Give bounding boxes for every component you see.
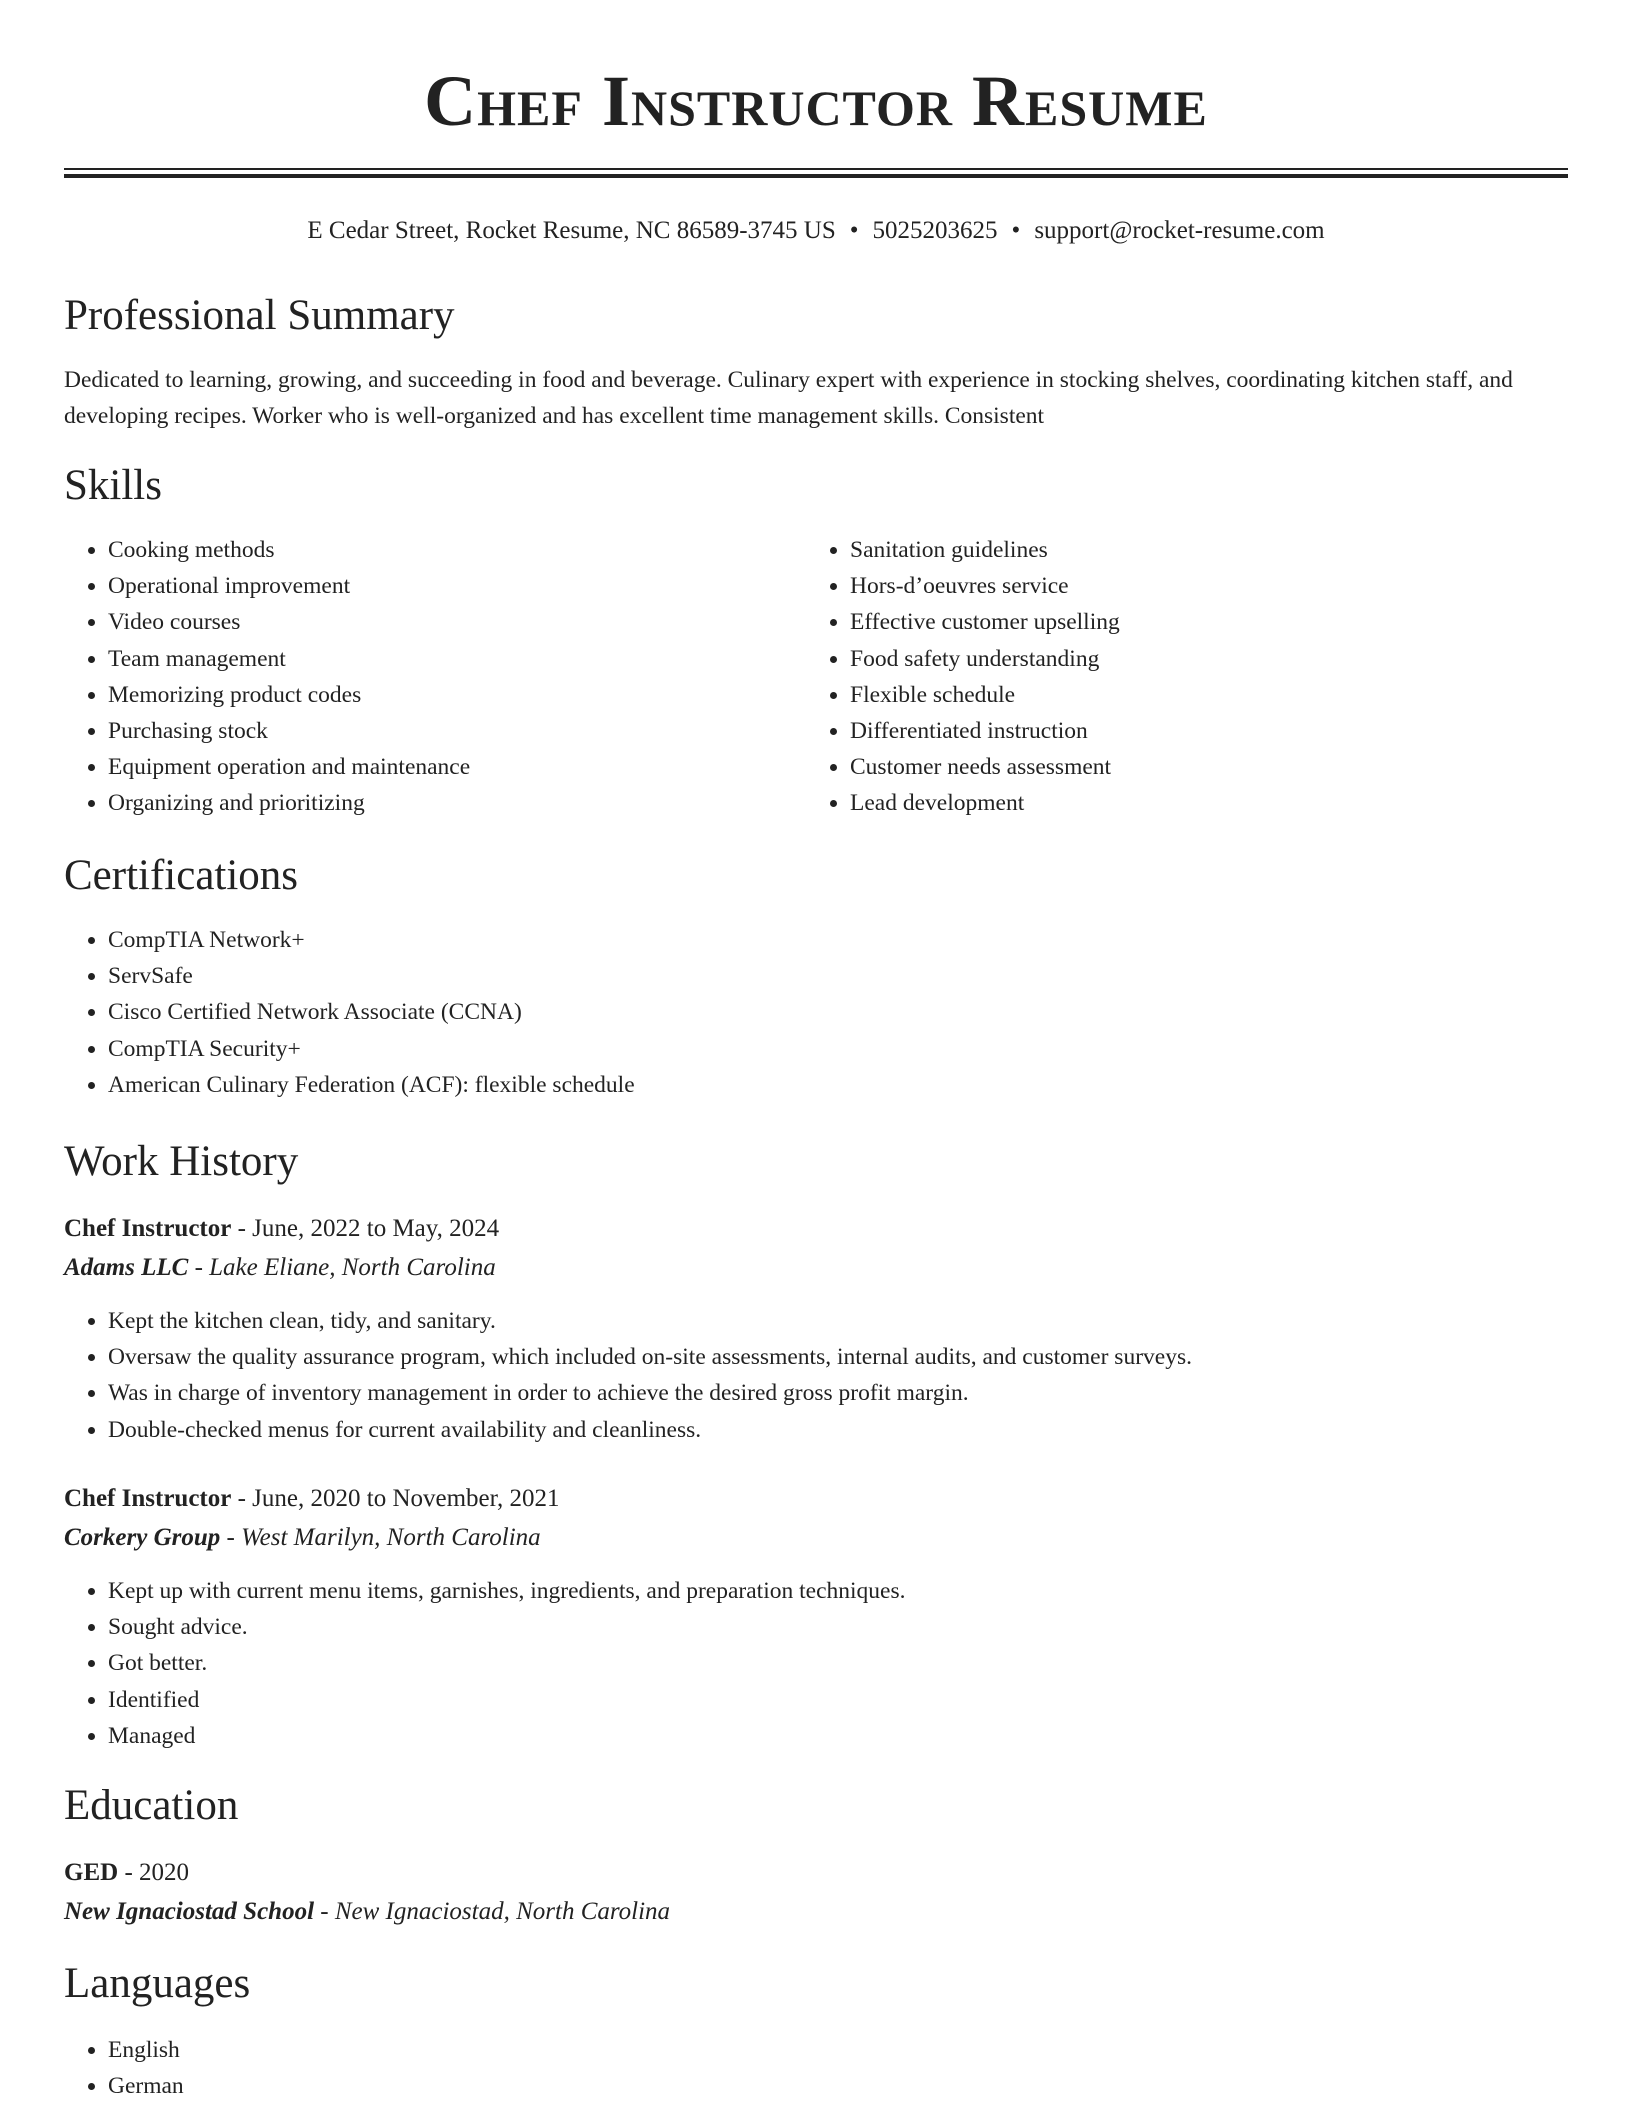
skill-item: • Flexible schedule: [850, 677, 1550, 713]
work-heading: Work History: [64, 1138, 299, 1185]
education-degree-line: [64, 1854, 189, 1892]
contact-phone: 5025203625: [872, 217, 998, 244]
skill-item: • Cooking methods: [108, 532, 808, 568]
job-location: - West Marilyn, North Carolina: [226, 1524, 541, 1551]
skill-item: • Sanitation guidelines: [850, 532, 1550, 568]
education-year: - 2020: [124, 1859, 190, 1886]
language-item: • German: [108, 2068, 808, 2104]
skill-item: • Memorizing product codes: [108, 677, 808, 713]
skill-item: • Differentiated instruction: [850, 713, 1550, 749]
job-title-line: [64, 1480, 559, 1518]
skills-list-left: [64, 532, 808, 822]
certification-item: • Cisco Certified Network Associate (CCNA): [108, 994, 1508, 1030]
certification-item: • American Culinary Federation (ACF): flexible schedule: [108, 1067, 1508, 1103]
job-dates: - June, 2020 to November, 2021: [237, 1485, 560, 1512]
certification-item: • CompTIA Network+: [108, 922, 1508, 958]
job-company: Corkery Group: [64, 1524, 221, 1551]
certification-item: • ServSafe: [108, 958, 1508, 994]
skill-item: • Equipment operation and maintenance: [108, 749, 808, 785]
certifications-heading: Certifications: [64, 852, 299, 899]
job-bullet: • Double-checked menus for current availability and cleanliness.: [108, 1412, 1558, 1448]
summary-heading: Professional Summary: [64, 292, 455, 339]
job-company-line: [64, 1519, 541, 1557]
skill-item: • Operational improvement: [108, 568, 808, 604]
skill-item: • Lead development: [850, 785, 1550, 821]
skill-item: • Team management: [108, 641, 808, 677]
education-heading: Education: [64, 1782, 239, 1829]
job-title: Chef Instructor: [64, 1215, 232, 1242]
contact-line: [64, 213, 1568, 249]
job-company: Adams LLC: [64, 1254, 189, 1281]
education-school-line: [64, 1893, 670, 1931]
language-item: • English: [108, 2032, 808, 2068]
job-bullet: • Got better.: [108, 1645, 1558, 1681]
skills-heading: Skills: [64, 462, 162, 509]
skill-item: • Video courses: [108, 604, 808, 640]
contact-address: E Cedar Street, Rocket Resume, NC 86589-3745 US: [307, 217, 836, 244]
page-title: Chef Instructor Resume: [424, 61, 1208, 141]
job-title: Chef Instructor: [64, 1485, 232, 1512]
contact-separator: •: [849, 217, 859, 244]
certification-item: • CompTIA Security+: [108, 1031, 1508, 1067]
job-bullet: • Oversaw the quality assurance program, which included on-site assessments, internal audits, and customer surveys.: [108, 1339, 1558, 1375]
education-school: New Ignaciostad School: [64, 1898, 315, 1925]
job-bullet: • Kept up with current menu items, garnishes, ingredients, and preparation techniques.: [108, 1573, 1558, 1609]
summary-text: Dedicated to learning, growing, and succeeding in food and beverage. Culinary expert with experience in stocking shelves, coordinating kitchen staff, and developing recipes. Worker who is well-organized and has excellent time management skills. Consistent: [64, 367, 1513, 429]
languages-list: [64, 2032, 808, 2104]
title-divider-thick: [64, 174, 1568, 178]
job-location: - Lake Eliane, North Carolina: [194, 1254, 496, 1281]
job-bullet: • Managed: [108, 1718, 1558, 1754]
skill-item: • Effective customer upselling: [850, 604, 1550, 640]
job-bullets: [64, 1303, 1558, 1448]
skill-item: • Customer needs assessment: [850, 749, 1550, 785]
skill-item: • Organizing and prioritizing: [108, 785, 808, 821]
job-bullet: • Kept the kitchen clean, tidy, and sanitary.: [108, 1303, 1558, 1339]
job-bullet: • Was in charge of inventory management in order to achieve the desired gross profit margin.: [108, 1375, 1558, 1411]
certifications-list: [64, 922, 1508, 1103]
job-bullets: [64, 1573, 1558, 1754]
job-bullet: • Sought advice.: [108, 1609, 1558, 1645]
education-location: - New Ignaciostad, North Carolina: [320, 1898, 671, 1925]
skill-item: • Food safety understanding: [850, 641, 1550, 677]
skills-list-right: [806, 532, 1550, 822]
education-degree: GED: [64, 1859, 119, 1886]
languages-heading: Languages: [64, 1960, 251, 2007]
skill-item: • Purchasing stock: [108, 713, 808, 749]
title-divider-thin: [64, 168, 1568, 170]
contact-email: support@rocket-resume.com: [1034, 217, 1325, 244]
job-company-line: [64, 1249, 496, 1287]
skill-item: • Hors-d’oeuvres service: [850, 568, 1550, 604]
job-bullet: • Identified: [108, 1682, 1558, 1718]
contact-separator: •: [1011, 217, 1021, 244]
job-dates: - June, 2022 to May, 2024: [237, 1215, 500, 1242]
job-title-line: [64, 1210, 499, 1248]
